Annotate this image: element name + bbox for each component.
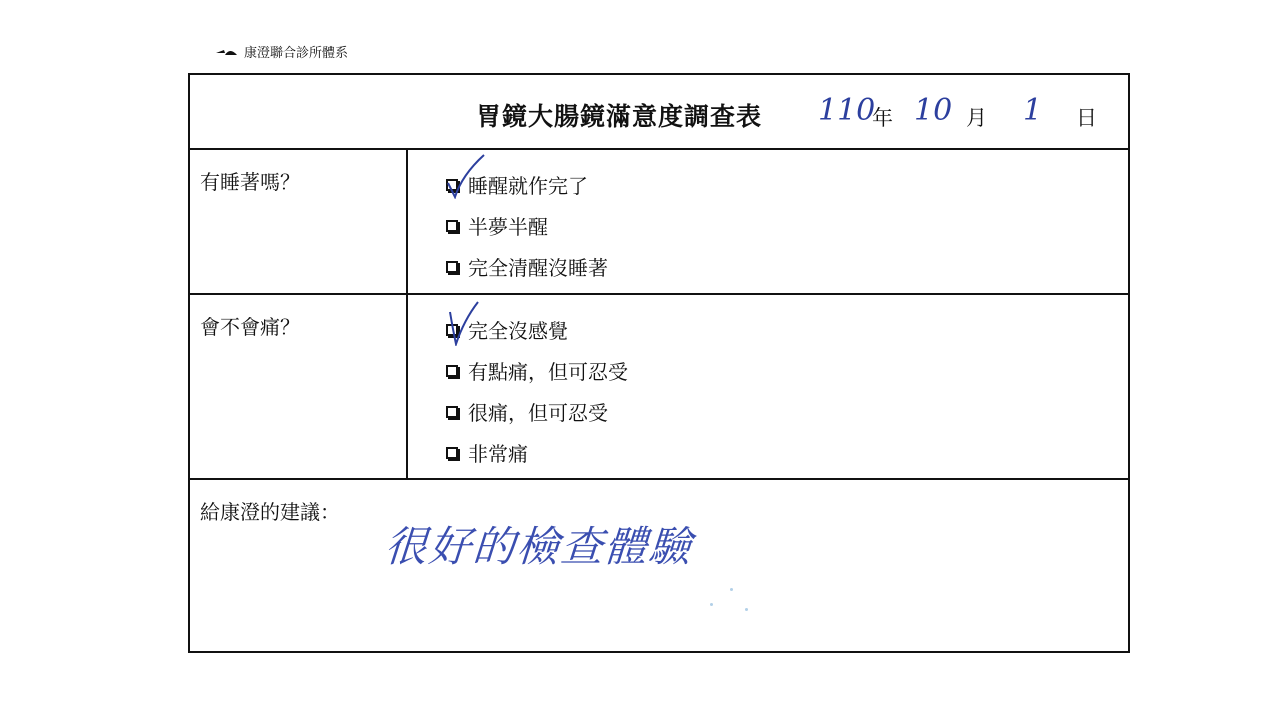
year-value: 110 [818,93,876,128]
option-label: 睡醒就作完了 [468,174,588,198]
suggestion-label: 給康澄的建議： [200,500,340,524]
option-list [446,164,608,287]
option-label: 有點痛，但可忍受 [468,360,628,384]
clinic-logo-icon [216,47,238,57]
option-label: 非常痛 [468,442,528,466]
survey-form [188,73,1130,653]
ink-speck [730,588,733,591]
ink-speck [710,603,713,606]
question-label: 會不會痛？ [200,315,300,339]
question-label: 有睡著嗎？ [200,170,300,194]
checkbox[interactable] [446,220,458,232]
month-value: 10 [914,93,953,128]
handwritten-suggestion: 很好的檢查體驗 [383,522,695,571]
question-row-sleep [190,148,1128,295]
checkmark-icon [446,300,482,346]
checkbox-checked[interactable] [446,324,458,336]
option-item[interactable] [446,350,628,391]
option-item[interactable] [446,309,628,350]
form-title: 胃鏡大腸鏡滿意度調查表 [476,102,763,131]
option-item[interactable] [446,205,608,246]
clinic-brand [216,42,348,61]
year-label: 年 [872,106,893,130]
column-divider [406,293,408,478]
suggestion-row [190,478,1128,653]
checkbox[interactable] [446,447,458,459]
clinic-name: 康澄聯合診所體系 [244,46,349,61]
option-item[interactable] [446,391,628,432]
day-value: 1 [1023,93,1043,128]
column-divider [406,148,408,293]
option-item[interactable] [446,432,628,473]
checkbox-checked[interactable] [446,179,458,191]
checkmark-icon [446,153,486,199]
option-item[interactable] [446,164,608,205]
checkbox[interactable] [446,406,458,418]
checkbox[interactable] [446,261,458,273]
option-item[interactable] [446,246,608,287]
option-label: 完全沒感覺 [468,319,568,343]
checkbox[interactable] [446,365,458,377]
option-label: 很痛，但可忍受 [468,401,608,425]
month-label: 月 [966,106,987,130]
day-label: 日 [1076,106,1097,130]
option-label: 完全清醒沒睡著 [468,256,608,280]
option-list [446,309,628,473]
question-row-pain [190,293,1128,480]
ink-speck [745,608,748,611]
title-row [190,75,1128,150]
option-label: 半夢半醒 [468,215,548,239]
